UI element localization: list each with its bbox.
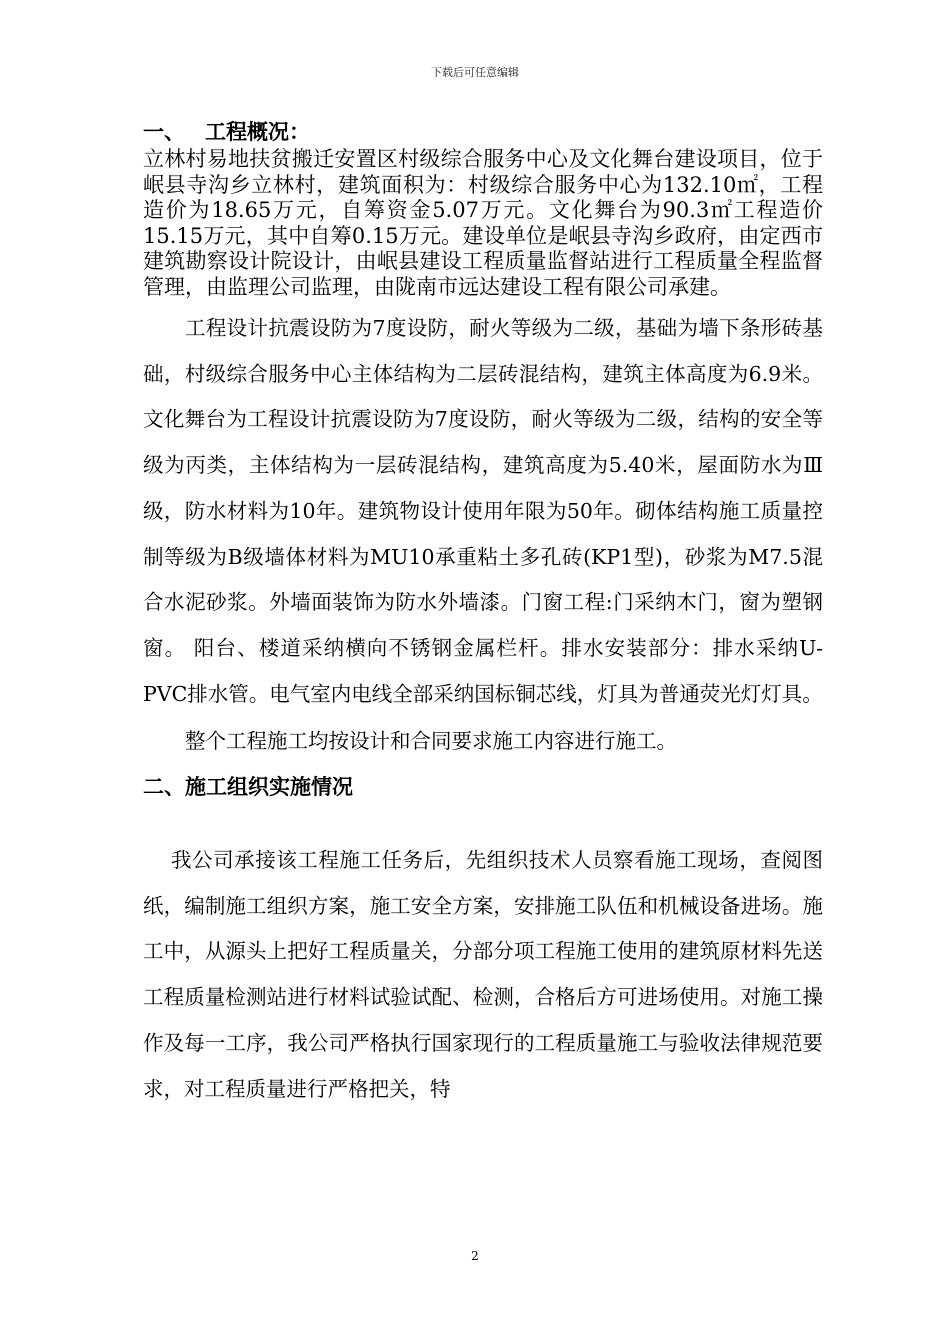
summary-paragraph: 整个工程施工均按设计和合同要求施工内容进行施工。 — [185, 729, 677, 754]
document-body — [143, 118, 823, 1112]
section-2-heading: 二、施工组织实施情况 — [143, 775, 353, 800]
design-paragraph: 工程设计抗震设防为7度设防，耐火等级为二级，基础为墙下条形砖基础，村级综合服务中心主体结构为二层砖混结构，建筑主体高度为6.9米。文化舞台为工程设计抗震设防为7度设防，耐火等级为二级，结构的安全等级为丙类，主体结构为一层砖混结构，建筑高度为5.40米，屋面防水为Ⅲ级，防水材料为10年。建筑物设计使用年限为50年。砌体结构施工质量控制等级为B级墙体材料为MU10承重粘土多孔砖(KP1型)，砂浆为M7.5混合水泥砂浆。外墙面装饰为防水外墙漆。门窗工程:门采纳木门，窗为塑钢窗。 阳台、楼道采纳横向不锈钢金属栏杆。排水安装部分：排水采纳U-PVC排水管。电气室内电线全部采纳国标铜芯线，灯具为普通荧光灯灯具。 — [143, 316, 823, 706]
section-1-title: 工程概况： — [205, 120, 310, 144]
organization-paragraph: 我公司承接该工程施工任务后，先组织技术人员察看施工现场，查阅图纸，编制施工组织方案，施工安全方案，安排施工队伍和机械设备进场。施工中，从源头上把好工程质量关，分部分项工程施工使用的建筑原材料先送工程质量检测站进行材料试验试配、检测，合格后方可进场使用。对施工操作及每一工序，我公司严格执行国家现行的工程质量施工与验收法律规范要求，对工程质量进行严格把关，特 — [143, 848, 823, 1101]
section-1-heading — [143, 118, 823, 147]
page-header-note: 下载后可任意编辑 — [431, 66, 519, 79]
overview-paragraph: 立林村易地扶贫搬迁安置区村级综合服务中心及文化舞台建设项目，位于岷县寺沟乡立林村，建筑面积为：村级综合服务中心为132.10㎡，工程造价为18.65万元，自筹资金5.07万元。文化舞台为90.3㎡工程造价15.15万元，其中自筹0.15万元。建设单位是岷县寺沟乡政府，由定西市建筑勘察设计院设计，由岷县建设工程质量监督站进行工程质量全程监督管理，由监理公司监理，由陇南市远达建设工程有限公司承建。 — [143, 147, 823, 299]
section-1-number: 一、 — [143, 120, 185, 144]
page-number: 2 — [471, 1249, 479, 1263]
